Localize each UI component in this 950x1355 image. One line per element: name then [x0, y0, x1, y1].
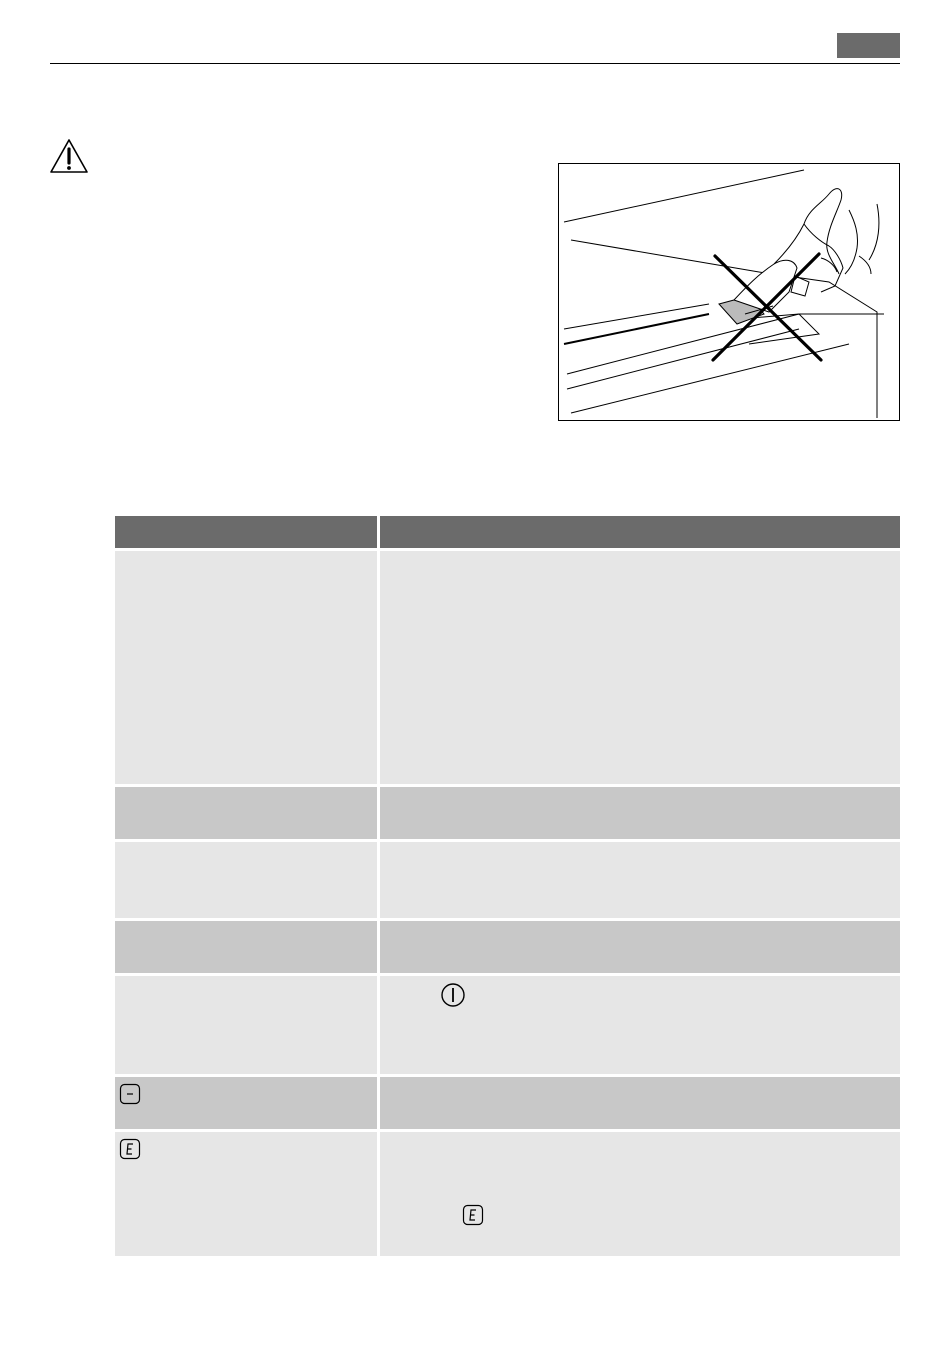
- scraper-warning-illustration: [558, 163, 900, 421]
- display-error-icon: [119, 1138, 141, 1160]
- power-icon: [440, 982, 466, 1008]
- problem-cell: [115, 550, 378, 786]
- solution-cell: [378, 786, 900, 841]
- column-header-solution: [378, 516, 900, 550]
- problem-cell: [115, 1131, 378, 1256]
- table-row: [115, 550, 900, 786]
- language-tab: [837, 33, 900, 58]
- header-rule: [50, 63, 900, 64]
- problem-cell: [115, 920, 378, 975]
- solution-cell: [378, 550, 900, 786]
- table-row: [115, 975, 900, 1076]
- column-header-problem: [115, 516, 378, 550]
- problem-cell: [115, 1076, 378, 1131]
- display-error-icon: [462, 1204, 484, 1226]
- table-row: [115, 1076, 900, 1131]
- table-row: [115, 920, 900, 975]
- table-row: [115, 1131, 900, 1256]
- problem-cell: [115, 841, 378, 920]
- warning-triangle-icon: [49, 138, 89, 174]
- display-dash-icon: [119, 1083, 141, 1105]
- solution-cell: [378, 1076, 900, 1131]
- problem-cell: [115, 786, 378, 841]
- troubleshooting-table: [115, 516, 900, 1256]
- table-row: [115, 786, 900, 841]
- table-row: [115, 841, 900, 920]
- table-header-row: [115, 516, 900, 550]
- solution-cell: [378, 1131, 900, 1256]
- solution-cell: [378, 975, 900, 1076]
- solution-cell: [378, 841, 900, 920]
- solution-cell: [378, 920, 900, 975]
- problem-cell: [115, 975, 378, 1076]
